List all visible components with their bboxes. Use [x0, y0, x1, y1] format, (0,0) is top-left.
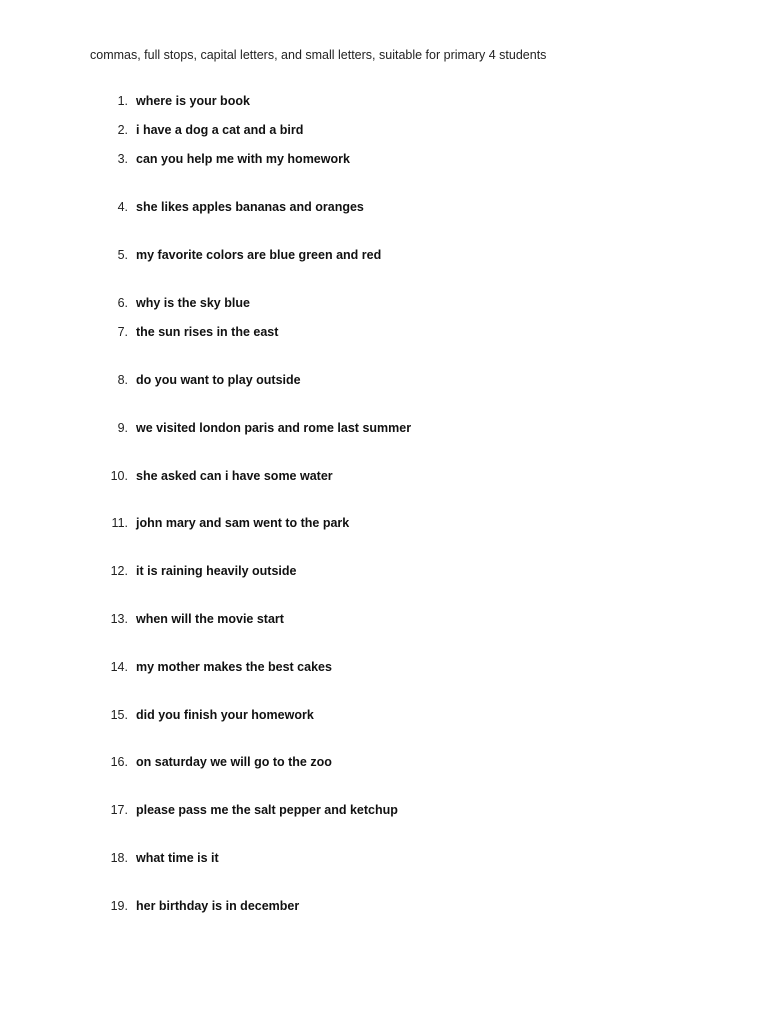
item-sentence: her birthday is in december	[136, 899, 300, 913]
item-number: 16.	[110, 755, 128, 769]
item-number: 6.	[117, 296, 128, 310]
item-sentence: please pass me the salt pepper and ketchup	[136, 803, 398, 817]
item-number: 13.	[110, 612, 128, 626]
item-sentence: i have a dog a cat and a bird	[136, 123, 304, 137]
item-sentence: do you want to play outside	[136, 373, 301, 387]
item-sentence: john mary and sam went to the park	[136, 516, 350, 530]
item-sentence: on saturday we will go to the zoo	[136, 755, 332, 769]
item-sentence: she likes apples bananas and oranges	[136, 200, 364, 214]
item-sentence: why is the sky blue	[136, 296, 250, 310]
item-number: 3.	[117, 152, 128, 166]
item-number: 19.	[110, 899, 128, 913]
item-number: 17.	[110, 803, 128, 817]
item-sentence: my favorite colors are blue green and red	[136, 248, 382, 262]
item-number: 2.	[117, 123, 128, 137]
item-sentence: the sun rises in the east	[136, 325, 279, 339]
item-sentence: when will the movie start	[136, 612, 284, 626]
item-sentence: what time is it	[136, 851, 219, 865]
item-number: 7.	[117, 325, 128, 339]
item-number: 15.	[110, 708, 128, 722]
item-sentence: where is your book	[136, 94, 250, 108]
item-number: 9.	[117, 421, 128, 435]
item-number: 8.	[117, 373, 128, 387]
instructions-text: commas, full stops, capital letters, and small letters, suitable for primary 4 students	[90, 48, 547, 62]
item-sentence: did you finish your homework	[136, 708, 314, 722]
item-sentence: it is raining heavily outside	[136, 564, 297, 578]
item-sentence: my mother makes the best cakes	[136, 660, 332, 674]
item-number: 12.	[110, 564, 128, 578]
item-sentence: we visited london paris and rome last summer	[136, 421, 412, 435]
item-number: 4.	[117, 200, 128, 214]
item-number: 18.	[110, 851, 128, 865]
item-sentence: can you help me with my homework	[136, 152, 350, 166]
item-number: 1.	[117, 94, 128, 108]
item-number: 11.	[111, 516, 128, 530]
item-number: 5.	[117, 248, 128, 262]
item-sentence: she asked can i have some water	[136, 469, 333, 483]
item-number: 14.	[110, 660, 128, 674]
item-number: 10.	[110, 469, 128, 483]
